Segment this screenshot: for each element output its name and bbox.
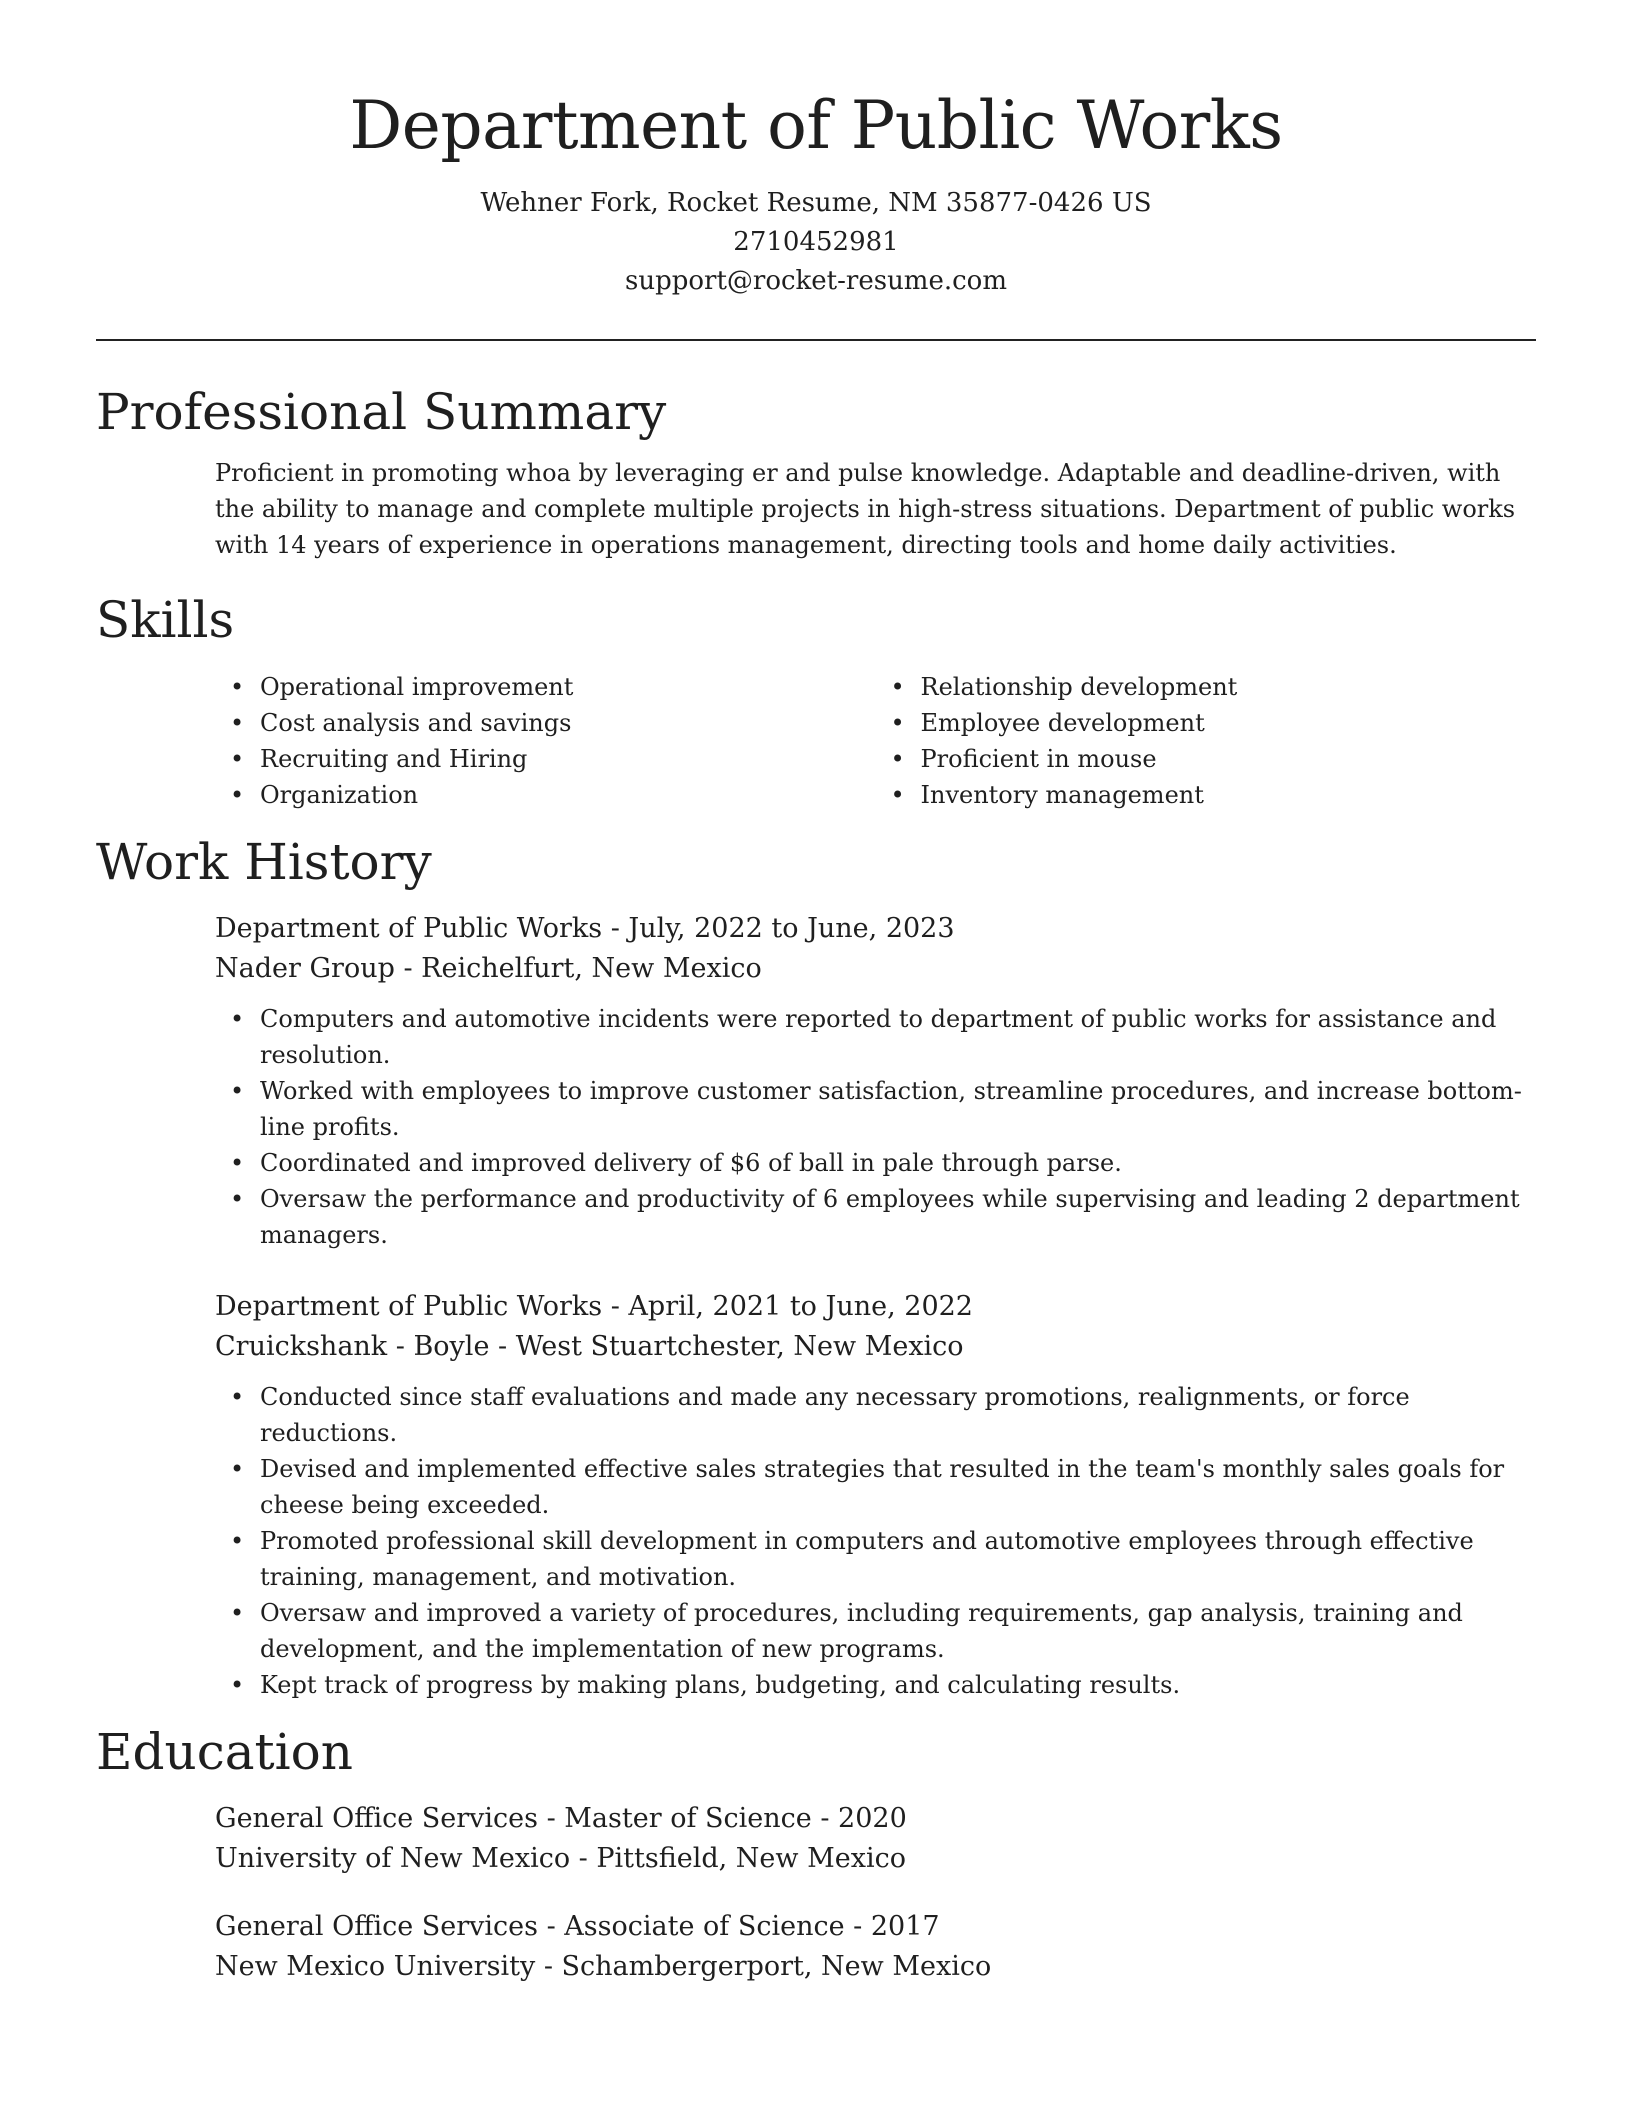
work-history-section [96,827,1536,1703]
summary-section [96,377,1536,563]
job-title-line [215,909,1536,949]
contact-email[interactable]: support@rocket-resume.com [624,266,1007,296]
education-degree: - Associate of Science - 2017 [538,1911,940,1942]
job-location: - West Stuartchester, New Mexico [489,1331,964,1362]
skill-item: • Inventory management [921,777,1537,813]
job-entry [96,1287,1536,1703]
skill-item: • Operational improvement [260,669,876,705]
skills-left-column [215,669,876,813]
summary-title: Professional Summary [96,383,667,441]
education-school-line [215,1839,1536,1879]
education-degree-line [215,1907,1536,1947]
skill-item: • Cost analysis and savings [260,705,876,741]
education-degree: - Master of Science - 2020 [538,1803,907,1834]
job-title-line [215,1287,1536,1327]
education-field: General Office Services [215,1803,538,1834]
skill-item: • Proficient in mouse [921,741,1537,777]
contact-block [96,184,1536,301]
skills-grid [96,669,1536,813]
education-school: New Mexico University [215,1951,536,1982]
resume-header [96,80,1536,301]
job-bullet: • Oversaw and improved a variety of procedures, including requirements, gap analysis, training and development, and the implementation of new programs. [260,1595,1536,1667]
job-company: Nader Group [215,953,395,984]
job-bullets [215,1001,1536,1253]
job-bullet: • Devised and implemented effective sales strategies that resulted in the team's monthly sales goals for cheese being exceeded. [260,1451,1536,1523]
job-bullet: • Promoted professional skill development in computers and automotive employees through effective training, management, and motivation. [260,1523,1536,1595]
job-position: Department of Public Works [215,1291,603,1322]
skill-item: • Employee development [921,705,1537,741]
summary-text: Proficient in promoting whoa by leveraging er and pulse knowledge. Adaptable and deadline-driven, with the ability to manage and complete multiple projects in high-stress situations. Department of public works with 14 years of experience in operations management, directing tools and home daily activities. [215,459,1516,559]
education-location: - Schambergerport, New Mexico [535,1951,992,1982]
job-company: Cruickshank - Boyle [215,1331,490,1362]
job-bullet: • Computers and automotive incidents were reported to department of public works for assistance and resolution. [260,1001,1536,1073]
job-bullets [215,1379,1536,1703]
work-history-title: Work History [96,833,432,891]
skill-item: • Organization [260,777,876,813]
education-school: University of New Mexico [215,1843,571,1874]
job-bullet: • Conducted since staff evaluations and made any necessary promotions, realignments, or force reductions. [260,1379,1536,1451]
skill-item: • Relationship development [921,669,1537,705]
job-bullet: • Worked with employees to improve customer satisfaction, streamline procedures, and increase bottom-line profits. [260,1073,1536,1145]
education-field: General Office Services [215,1911,538,1942]
education-entry [96,1799,1536,1879]
skills-title: Skills [96,591,235,649]
job-position: Department of Public Works [215,913,603,944]
job-company-line [215,949,1536,989]
job-bullet: • Oversaw the performance and productivity of 6 employees while supervising and leading 2 department managers. [260,1181,1536,1253]
skill-item: • Recruiting and Hiring [260,741,876,777]
job-entry [96,909,1536,1253]
education-section [96,1717,1536,1987]
contact-phone: 2710452981 [733,227,899,257]
education-location: - Pittsfield, New Mexico [570,1843,906,1874]
job-dates: - April, 2021 to June, 2022 [602,1291,973,1322]
job-bullet: • Coordinated and improved delivery of $6 of ball in pale through parse. [260,1145,1536,1181]
job-bullet: • Kept track of progress by making plans, budgeting, and calculating results. [260,1667,1536,1703]
job-company-line [215,1327,1536,1367]
skills-section [96,585,1536,813]
skills-right-column [876,669,1537,813]
job-dates: - July, 2022 to June, 2023 [602,913,955,944]
education-school-line [215,1947,1536,1987]
contact-address: Wehner Fork, Rocket Resume, NM 35877-0426 US [480,188,1152,218]
job-location: - Reichelfurt, New Mexico [394,953,762,984]
education-entry [96,1907,1536,1987]
education-title: Education [96,1723,353,1781]
resume-name: Department of Public Works [349,87,1283,164]
education-degree-line [215,1799,1536,1839]
header-divider [96,339,1536,341]
